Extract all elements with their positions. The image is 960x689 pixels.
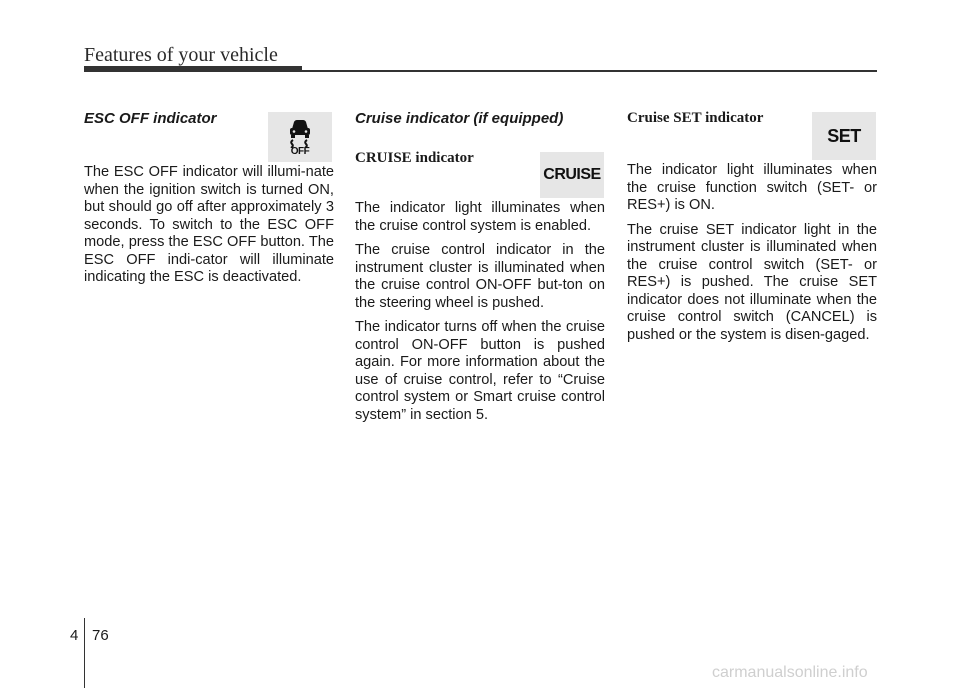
page-header-title: Features of your vehicle	[84, 44, 278, 66]
esc-off-heading: ESC OFF indicator	[84, 110, 217, 127]
esc-off-indicator-box	[268, 112, 332, 162]
esc-off-car-skid-icon	[283, 118, 317, 148]
cruise-set-paragraph-1: The indicator light illuminates when the cruise function switch (SET- or RES+) is ON.	[627, 162, 877, 213]
cruise-icon-label: CRUISE	[543, 166, 601, 183]
cruise-set-subheading: Cruise SET indicator	[627, 110, 764, 126]
cruise-set-icon-label: SET	[827, 125, 861, 146]
watermark-text: carmanualsonline.info	[712, 664, 868, 681]
header-rule-thin	[300, 70, 877, 72]
cruise-indicator-box	[540, 152, 604, 198]
page-number: 76	[92, 627, 109, 644]
cruise-paragraph-3: The indicator turns off when the cruise control ON-OFF button is pushed again. For more information about the use of cruise control, refer to “Cruise control system or Smart cruise control system” in section 5.	[355, 319, 605, 423]
header-rule-thick	[84, 66, 302, 72]
page-section-number: 4	[70, 627, 79, 644]
esc-off-paragraph-1: The ESC OFF indicator will illumi-nate when the ignition switch is turned ON, but should go off after approximately 3 seconds. To switch to the ESC OFF mode, press the ESC OFF button. The ESC OFF indi-cator will illuminate indicating the ESC is deactivated.	[84, 164, 334, 285]
cruise-subheading: CRUISE indicator	[355, 150, 474, 166]
spacer	[355, 130, 605, 148]
cruise-heading: Cruise indicator (if equipped)	[355, 110, 564, 127]
footer-rule	[84, 618, 85, 688]
cruise-set-indicator-box	[812, 112, 876, 160]
esc-off-icon-label: OFF	[290, 145, 310, 157]
cruise-paragraph-2: The cruise control indicator in the instrument cluster is illuminated when the cruise control ON-OFF but-ton on the steering wheel is pushed.	[355, 242, 605, 311]
cruise-paragraph-1: The indicator light illuminates when the cruise control system is enabled.	[355, 200, 605, 234]
cruise-set-paragraph-2: The cruise SET indicator light in the instrument cluster is illuminated when the cruise control switch (SET- or RES+) is pushed. The cruise SET indicator does not illuminate when the cruise control switch (CANCEL) is pushed or the system is disen-gaged.	[627, 221, 877, 343]
